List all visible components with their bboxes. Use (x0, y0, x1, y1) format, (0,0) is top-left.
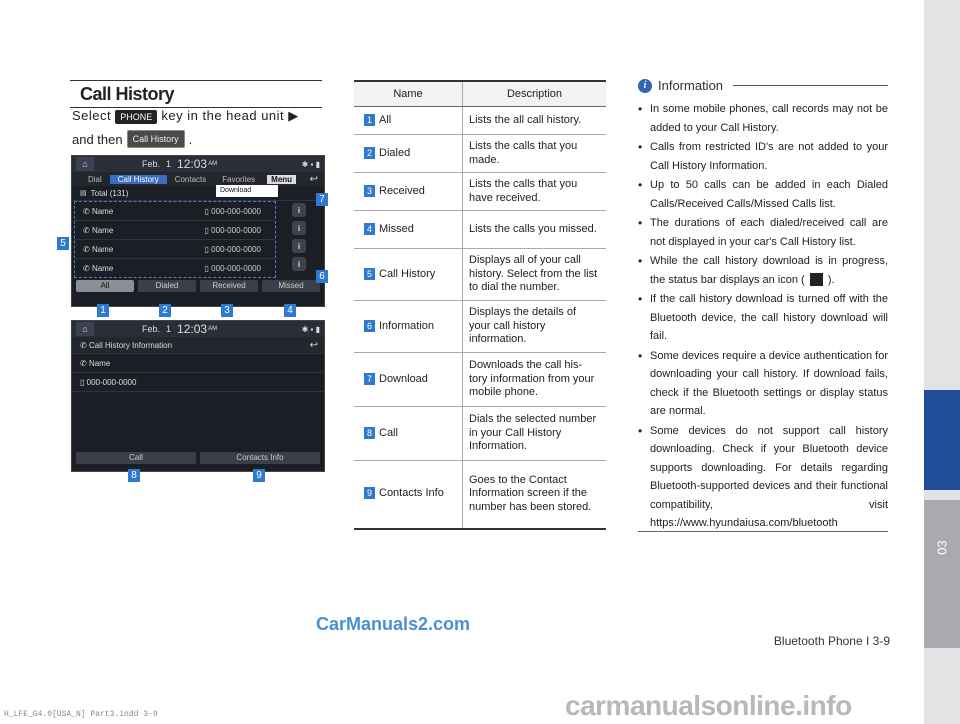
total-row (72, 186, 324, 201)
row-name: All (379, 113, 392, 126)
home-icon[interactable]: ⌂ (76, 157, 94, 171)
table-row (354, 135, 606, 173)
row-name: Dialed (379, 146, 411, 159)
callout-1: 1 (97, 304, 109, 317)
row-number: 2 (364, 147, 375, 159)
contact-number: ▯ 000-000-0000 (204, 206, 261, 216)
row-description: Downloads the call his-tory information from your mobile phone. (463, 353, 607, 407)
list-item (638, 252, 888, 289)
phone-icon: ✆ (83, 244, 92, 254)
row-description: Dials the selected number in your Call History Information. (463, 407, 607, 461)
back-icon[interactable]: ↩ (309, 339, 318, 351)
list-item: • If the call history download is turned off with the Bluetooth device, the call history download will fail. (638, 290, 888, 346)
status-bar (72, 321, 324, 337)
list-item: • Some devices require a device authentication for downloading your call history. If download fails, check if the Bluetooth settings or display status are normal. (638, 347, 888, 421)
table-row (354, 173, 606, 211)
callout-9: 9 (253, 469, 265, 482)
section-title-bar (70, 80, 322, 108)
header-description: Description (463, 81, 607, 107)
back-icon[interactable]: ↩ (309, 173, 318, 185)
time-label: 12:03 (177, 322, 208, 336)
contact-number: ▯ 000-000-0000 (204, 263, 261, 273)
callout-3: 3 (221, 304, 233, 317)
row-name: Call History (379, 267, 436, 280)
table-header-row (354, 81, 606, 107)
info-icon[interactable]: i (292, 221, 306, 235)
time-label: 12:03 (177, 157, 208, 171)
tab-bar (72, 172, 324, 186)
intro-text: . (188, 131, 193, 147)
day-label: 1 (166, 324, 172, 334)
row-number: 7 (364, 373, 375, 385)
status-icons: ✱ ▪ ▮ (301, 324, 320, 334)
call-button[interactable]: Call (76, 452, 196, 464)
row-description: Displays all of your call history. Select from the list to dial the number. (463, 249, 607, 301)
information-list (638, 100, 888, 534)
contact-name: Name (91, 206, 114, 216)
page-footer: Bluetooth Phone I 3-9 (773, 634, 890, 648)
intro-text: key in the head unit ▶ (161, 108, 299, 123)
phone-icon: ✆ (80, 358, 89, 368)
chapter-marker (924, 390, 960, 490)
download-text-end: ). (827, 273, 835, 286)
filter-missed[interactable]: Missed (262, 280, 320, 292)
info-name: Name (88, 358, 111, 368)
intro-text: and then (72, 131, 123, 147)
contact-name: Name (91, 263, 114, 273)
row-description: Displays the details of your call history information. (463, 301, 607, 353)
download-status-icon (810, 273, 823, 286)
list-item[interactable] (75, 240, 275, 259)
tab-call-history[interactable]: Call History (110, 175, 167, 184)
row-name: Download (379, 372, 428, 385)
info-actions (72, 450, 324, 466)
table-row (354, 211, 606, 249)
row-name: Missed (379, 222, 414, 235)
info-number-row (72, 373, 324, 392)
contact-number: ▯ 000-000-0000 (204, 225, 261, 235)
total-label: Total (131) (90, 188, 129, 198)
information-title: Information (658, 78, 724, 93)
list-item: • Up to 50 calls can be added in each Dialed Calls/Received Calls/Missed Calls list. (638, 176, 888, 213)
filter-received[interactable]: Received (200, 280, 258, 292)
filter-dialed[interactable]: Dialed (138, 280, 196, 292)
row-name: Received (379, 184, 425, 197)
row-name: Contacts Info (379, 487, 444, 500)
row-number: 8 (364, 427, 375, 439)
contacts-info-button[interactable]: Contacts Info (200, 452, 320, 464)
phone-icon: ✆ (83, 263, 92, 273)
row-description: Lists the calls that you have received. (463, 173, 607, 211)
table-row (354, 249, 606, 301)
tab-contacts[interactable]: Contacts (174, 174, 207, 184)
list-item: • Some devices do not support call history downloading. Check if your Bluetooth device supports downloading. For details regarding Bluetooth-supported devices and their functional compatibility, visit https://www.hyundaiusa.com/bluetooth (638, 422, 888, 533)
callout-2: 2 (159, 304, 171, 317)
phone-icon: ✆ (83, 206, 92, 216)
date-label: Feb. (142, 159, 161, 169)
date-label: Feb. (142, 324, 161, 334)
row-number: 6 (364, 320, 375, 332)
status-bar (72, 156, 324, 172)
call-history-key: Call History (127, 130, 185, 148)
info-buttons (292, 201, 306, 278)
callout-6: 6 (316, 270, 328, 283)
callout-4: 4 (284, 304, 296, 317)
callout-7: 7 (316, 193, 328, 206)
day-label: 1 (166, 159, 172, 169)
info-icon[interactable]: i (292, 257, 306, 271)
info-header (72, 337, 324, 354)
list-item: • Calls from restricted ID's are not added to your Call History Information. (638, 138, 888, 175)
header-name: Name (354, 81, 463, 107)
download-button[interactable]: Download (216, 185, 278, 197)
row-name: Information (379, 319, 435, 332)
info-number: 000-000-0000 (86, 377, 137, 387)
chapter-number-block (924, 500, 960, 648)
row-number: 9 (364, 487, 375, 499)
chapter-number: 03 (934, 540, 950, 555)
row-description: Goes to the Contact Information screen if the number has been stored. (463, 461, 607, 529)
home-icon[interactable]: ⌂ (76, 322, 94, 336)
download-text: While the call history download is in progress, the status bar displays an icon ( (650, 255, 888, 286)
list-item[interactable] (75, 259, 275, 277)
watermark: CarManuals2.com (316, 614, 471, 634)
table-row (354, 461, 606, 529)
table-row (354, 407, 606, 461)
table-row (354, 107, 606, 135)
row-description: Lists the all call history. (463, 107, 607, 135)
contact-number: ▯ 000-000-0000 (204, 244, 261, 254)
menu-button[interactable]: Menu (267, 175, 296, 184)
phone-icon: ✆ (83, 225, 92, 235)
list-item[interactable] (75, 202, 275, 221)
call-history-screen (71, 155, 325, 307)
contact-name: Name (91, 244, 114, 254)
row-name: Call (379, 426, 398, 439)
phone-icon: ✆ (80, 340, 89, 350)
table-row (354, 353, 606, 407)
ampm-label: AM (208, 161, 218, 167)
info-icon: i (638, 79, 652, 93)
row-number: 3 (364, 185, 375, 197)
section-title: Call History (80, 83, 175, 104)
contact-name: Name (91, 225, 114, 235)
phone-key: PHONE (115, 110, 157, 124)
call-history-info-screen (71, 320, 325, 472)
tab-dial[interactable]: Dial (88, 174, 102, 184)
description-table (354, 80, 606, 530)
status-icons: ✱ ▪ ▮ (301, 159, 320, 169)
divider (638, 531, 888, 532)
watermark-footer: carmanualsonline.info (565, 690, 852, 721)
callout-8: 8 (128, 469, 140, 482)
info-name-row (72, 354, 324, 373)
mobile-icon: ▯ (80, 377, 87, 387)
filter-tabs (72, 278, 324, 294)
table-row (354, 301, 606, 353)
filter-all[interactable]: All (76, 280, 134, 292)
list-item: • In some mobile phones, call records may not be added to your Call History. (638, 100, 888, 137)
print-slug: H_LFE_G4.0[USA_N] Part3.indd 3-9 (4, 710, 158, 719)
intro-line-1 (72, 108, 324, 124)
intro-text: Select (72, 108, 112, 123)
call-list (74, 201, 276, 278)
list-item: • The durations of each dialed/received call are not displayed in your car's Call History list. (638, 214, 888, 251)
info-icon[interactable]: i (292, 203, 306, 217)
row-description: Lists the calls you missed. (463, 211, 607, 249)
list-item[interactable] (75, 221, 275, 240)
callout-5: 5 (57, 237, 69, 250)
intro-line-2 (72, 130, 192, 148)
row-number: 1 (364, 114, 375, 126)
row-number: 4 (364, 223, 375, 235)
information-heading (638, 78, 888, 93)
list-icon: ▤ (80, 190, 87, 197)
divider (733, 85, 888, 86)
info-icon[interactable]: i (292, 239, 306, 253)
ampm-label: AM (208, 326, 218, 332)
info-header-title: Call History Information (88, 340, 173, 350)
tab-favorites[interactable]: Favorites (222, 174, 256, 184)
row-number: 5 (364, 268, 375, 280)
row-description: Lists the calls that you made. (463, 135, 607, 173)
